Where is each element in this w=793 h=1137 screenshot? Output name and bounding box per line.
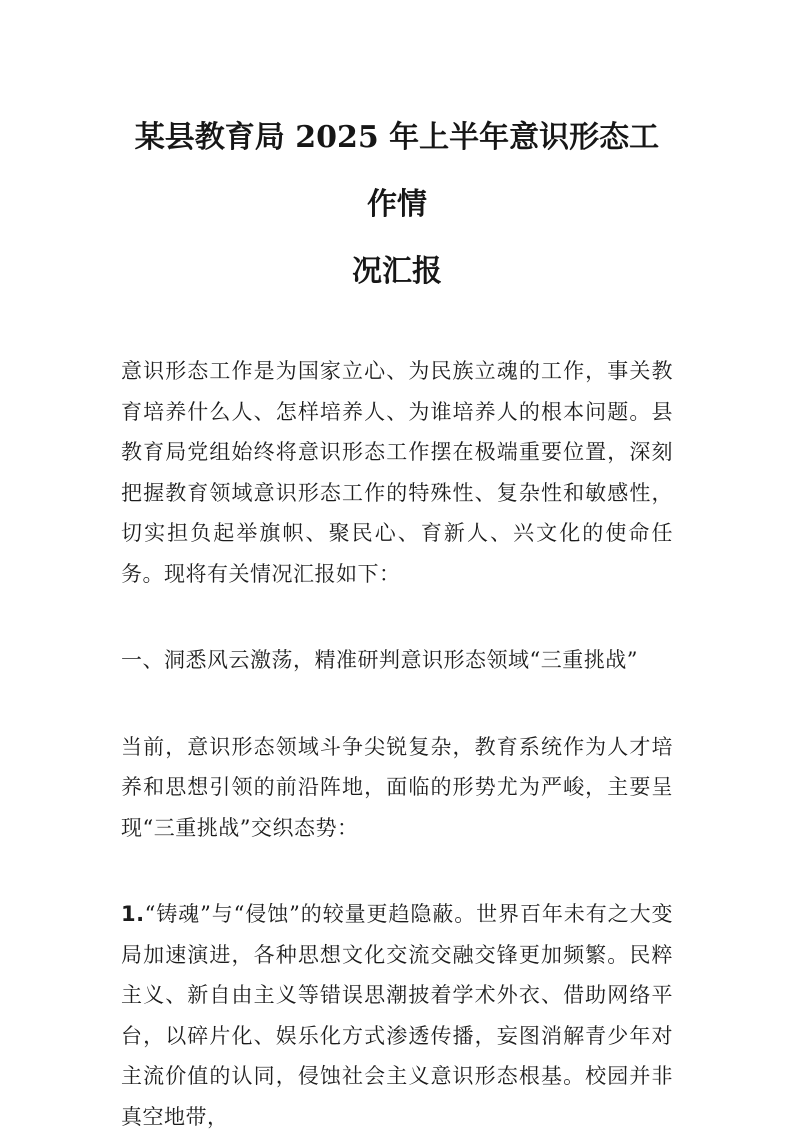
paragraph-challenge-1 (121, 894, 673, 1137)
paragraph-situation-overview: 当前，意识形态领域斗争尖锐复杂，教育系统作为人才培养和思想引领的前沿阵地，面临的形势尤为严峻，主要呈现“三重挑战”交织态势： (121, 734, 673, 840)
section-heading-1: 一、洞悉风云激荡，精准研判意识形态领域“三重挑战” (121, 648, 638, 672)
document-title-line-1: 某县教育局 2025 年上半年意识形态工作情 (134, 120, 660, 222)
paragraph-challenge-1-text: “铸魂”与“侵蚀”的较量更趋隐蔽。世界百年未有之大变局加速演进，各种思想文化交流交融交锋更加频繁。民粹主义、新自由主义等错误思潮披着学术外衣、借助网络平台，以碎片化、娱乐化方式渗透传播，妄图消解青少年对主流价值的认同，侵蚀社会主义意识形态根基。校园并非真空地带， (121, 902, 673, 1129)
document-title-line-2: 况汇报 (352, 254, 442, 289)
paragraph-number-lead: 1. (121, 902, 145, 926)
paragraph-intro: 意识形态工作是为国家立心、为民族立魂的工作，事关教育培养什么人、怎样培养人、为谁培养人的根本问题。县教育局党组始终将意识形态工作摆在极端重要位置，深刻把握教育领域意识形态工作的特殊性、复杂性和敏感性，切实担负起举旗帜、聚民心、育新人、兴文化的使命任务。现将有关情况汇报如下： (121, 359, 673, 586)
document-title (121, 104, 673, 305)
